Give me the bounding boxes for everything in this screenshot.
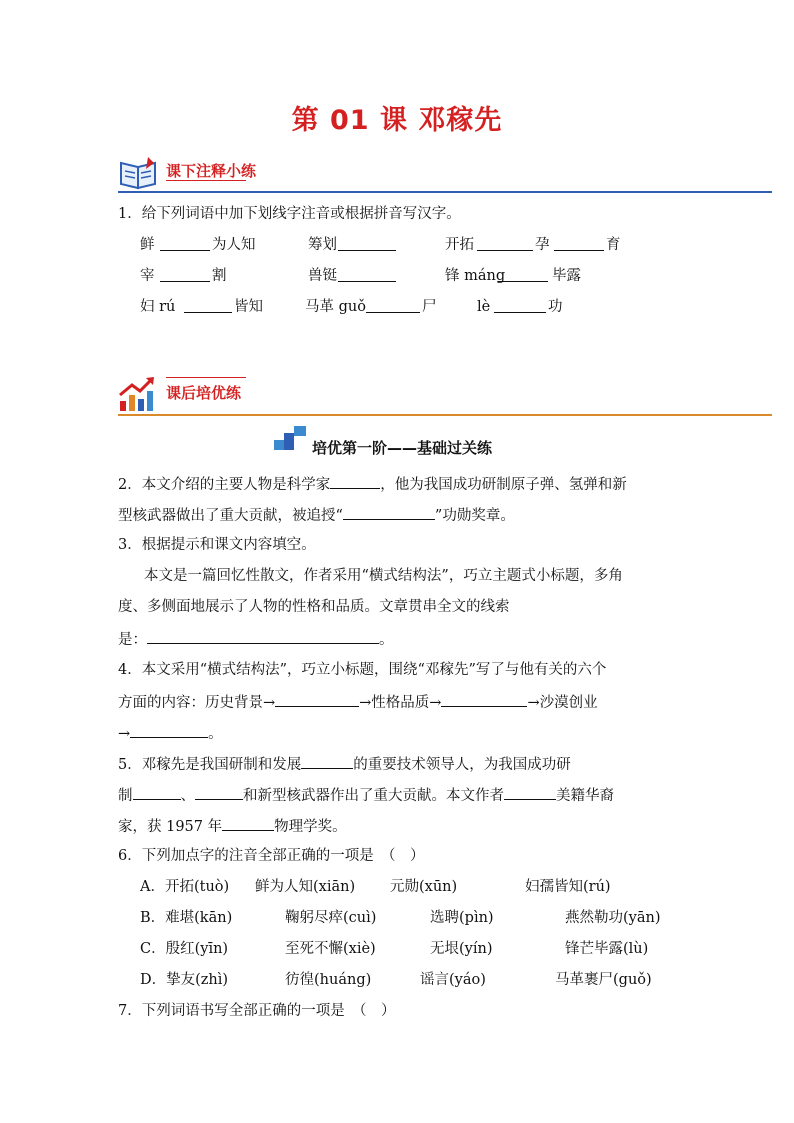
question-6-option-d[interactable]: D．挚友(zhì) 彷徨(huáng) 谣言(yáo) 马革裹尸(guǒ)	[140, 972, 652, 988]
question-6-option-b[interactable]: B．难堪(kān) 鞠躬尽瘁(cuì) 选聘(pìn) 燕然勒功(yān)	[140, 910, 661, 926]
heading-underline	[166, 180, 246, 181]
section-heading-notes: 课下注释小练	[166, 162, 257, 180]
section-divider	[118, 414, 772, 416]
question-2-line-2: 型核武器做出了重大贡献，被追授“ ”功勋奖章。	[118, 504, 515, 526]
question-5-line-3: 家，获 1957 年 物理学奖。	[118, 815, 347, 837]
growth-chart-icon	[118, 375, 160, 413]
heading-overline	[166, 377, 246, 378]
question-4-line-3: → 。	[118, 722, 223, 744]
section-divider	[118, 191, 772, 193]
level-subheading: 培优第一阶——基础过关练	[312, 439, 493, 457]
question-3-stem: 3．根据提示和课文内容填空。	[118, 537, 316, 553]
question-3-para-2: 度、多侧面地展示了人物的性格和品质。文章贯串全文的线索	[118, 599, 510, 615]
question-6-option-c[interactable]: C．殷红(yīn) 至死不懈(xiè) 无垠(yín) 锋芒毕露(lù)	[140, 941, 649, 957]
question-7-stem: 7．下列词语书写全部正确的一项是 （ ）	[118, 1003, 396, 1019]
question-3-para-3: 是： 。	[118, 628, 394, 650]
question-5-line-2: 制 、 和新型核武器作出了重大贡献。本文作者 美籍华裔	[118, 784, 614, 806]
page-title: 第 01 课 邓稼先	[291, 105, 503, 136]
section-heading-practice: 课后培优练	[166, 384, 242, 402]
question-1-stem: 1．给下列词语中加下划线字注音或根据拼音写汉字。	[118, 206, 461, 222]
question-6-stem: 6．下列加点字的注音全部正确的一项是 （ ）	[118, 848, 425, 864]
open-book-icon	[118, 155, 160, 191]
question-5-line-1: 5．邓稼先是我国研制和发展 的重要技术领导人，为我国成功研	[118, 753, 571, 775]
question-3-para-1: 本文是一篇回忆性散文，作者采用“横式结构法”，巧立主题式小标题，多角	[144, 568, 623, 584]
steps-icon	[274, 426, 308, 450]
question-6-option-a[interactable]: A．开拓(tuò) 鲜为人知(xiān) 元勋(xūn) 妇孺皆知(rú)	[140, 879, 611, 895]
question-4-line-1: 4．本文采用“横式结构法”，巧立小标题，围绕“邓稼先”写了与他有关的六个	[118, 662, 607, 678]
question-4-line-2: 方面的内容：历史背景→ →性格品质→ →沙漠创业	[118, 691, 598, 713]
question-2-line-1: 2．本文介绍的主要人物是科学家 ，他为我国成功研制原子弹、氢弹和新	[118, 473, 627, 495]
